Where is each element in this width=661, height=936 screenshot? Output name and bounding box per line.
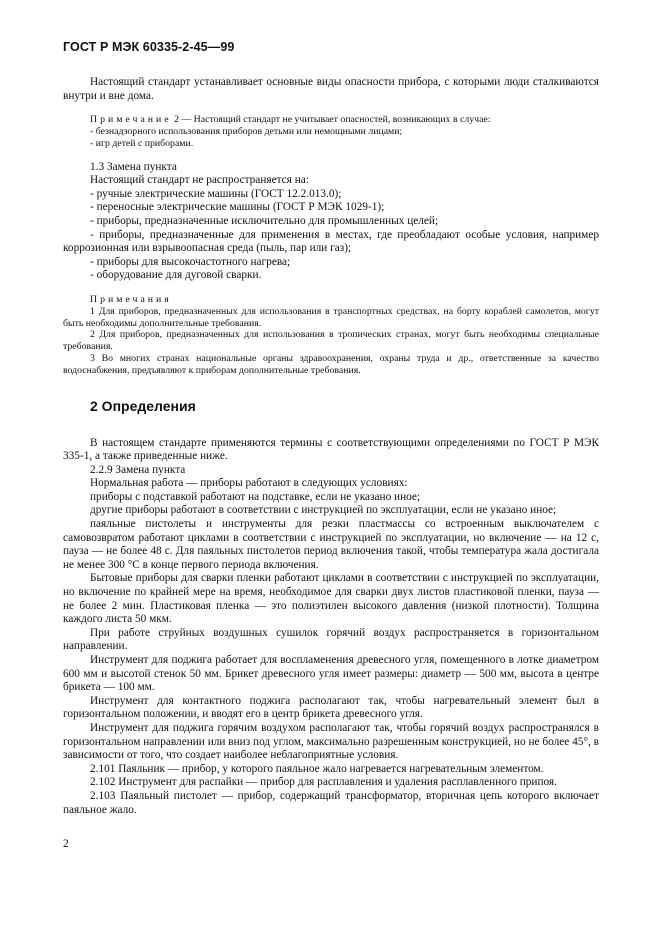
notes-label: Примечания — [90, 293, 172, 305]
paragraph: В настоящем стандарте применяются термины с соответствующими определениями по ГОСТ Р МЭК 335-1, а также приведенные ниже. — [63, 436, 599, 463]
list-item: - приборы, предназначенные для применения в местах, где преобладают особые условия, например коррозионная или взрывоопасная среда (пыль, пар или газ); — [63, 228, 599, 255]
paragraph: Инструмент для поджига работает для воспламенения древесного угля, помещенного в лотке диаметром 600 мм и высотой стенок 50 мм. Брикет древесного угля имеет размеры: диаметр — 500 мм, высота в центре брикета — 100 мм. — [63, 654, 599, 694]
clause-heading: 1.3 Замена пункта — [90, 160, 177, 173]
paragraph: другие приборы работают в соответствии с инструкцией по эксплуатации, если не указано иное; — [90, 504, 557, 517]
paragraph: Инструмент для контактного поджига располагают так, чтобы нагревательный элемент был в горизонтальном положении, и вводят его в центр брикета древесного угля. — [63, 694, 599, 721]
clause-lead: Настоящий стандарт не распространяется на: — [90, 174, 309, 187]
page-number: 2 — [63, 838, 69, 850]
note-item: 1 Для приборов, предназначенных для использования в транспортных средствах, на борту кораблей самолетов, могут быть необходимы дополнительные требования. — [63, 305, 599, 329]
list-item: - приборы для высокочастотного нагрева; — [90, 255, 291, 268]
paragraph: Нормальная работа — приборы работают в следующих условиях: — [90, 477, 408, 490]
list-item: - приборы, предназначенные исключительно для промышленных целей; — [90, 214, 439, 227]
definition: 2.101 Паяльник — прибор, у которого паяльное жало нагревается нагревательным элементом. — [90, 762, 544, 775]
paragraph: При работе струйных воздушных сушилок горячий воздух распространяется в горизонтальном направлении. — [63, 626, 599, 653]
intro-note — [63, 114, 599, 126]
definition: 2.103 Паяльный пистолет — прибор, содержащий трансформатор, вторичная цепь которого включает паяльное жало. — [63, 789, 599, 816]
clause-heading: 2.2.9 Замена пункта — [90, 463, 186, 476]
document-header: ГОСТ Р МЭК 60335-2-45—99 — [63, 40, 235, 54]
definition: 2.102 Инструмент для распайки — прибор для расплавления и удаления расплавленного припоя. — [90, 776, 557, 789]
list-item: - оборудование для дуговой сварки. — [90, 269, 262, 282]
intro-paragraph: Настоящий стандарт устанавливает основные виды опасности прибора, с которыми люди сталкиваются внутри и вне дома. — [63, 76, 599, 102]
note-text: 2 — Настоящий стандарт не учитывает опасностей, возникающих в случае: — [171, 114, 491, 126]
intro-note-item: - игр детей с приборами. — [90, 137, 194, 149]
paragraph: приборы с подставкой работают на подставке, если не указано иное; — [90, 490, 421, 503]
note-item: 3 Во многих странах национальные органы здравоохранения, охраны труда и др., ответственные за качество водоснабжения, предъявляют к приборам дополнительные требования. — [63, 352, 599, 376]
page-content — [63, 76, 599, 817]
note-item: 2 Для приборов, предназначенных для использования в тропических странах, могут быть необходимы специальные требования. — [63, 329, 599, 353]
list-item: - ручные электрические машины (ГОСТ 12.2.013.0); — [90, 187, 342, 200]
paragraph: Бытовые приборы для сварки пленки работают циклами в соответствии с инструкцией по эксплуатации, но включение по крайней мере на время, необходимое для сварки двух листов пластиковой пленки, пауза — не более 2 мин. Пластиковая пленка — это полиэтилен высокого давления (низкой плотности). Толщина каждого листа 50 мкм. — [63, 572, 599, 626]
note-label: Примечание — [90, 114, 172, 126]
list-item: - переносные электрические машины (ГОСТ Р МЭК 1029-1); — [90, 201, 385, 214]
paragraph: Инструмент для поджига горячим воздухом располагают так, чтобы горячий воздух распространялся в горизонтальном направлении или вниз под углом, максимально разрешенным конструкцией, но не более 45°, в зависимости от того, что создает наиболее неблагоприятные условия. — [63, 721, 599, 762]
section-title: 2 Определения — [90, 397, 196, 414]
intro-note-item: - безнадзорного использования приборов детьми или немощными лицами; — [90, 125, 403, 137]
paragraph: паяльные пистолеты и инструменты для резки пластмассы со встроенным выключателем с самовозвратом работают циклами в соответствии с инструкцией по эксплуатации, но включение — на 12 с, пауза — не более 48 с. Для паяльных пистолетов период включения такой, чтобы температура жала достигала не менее 300 °С в конце первого периода включения. — [63, 518, 599, 571]
